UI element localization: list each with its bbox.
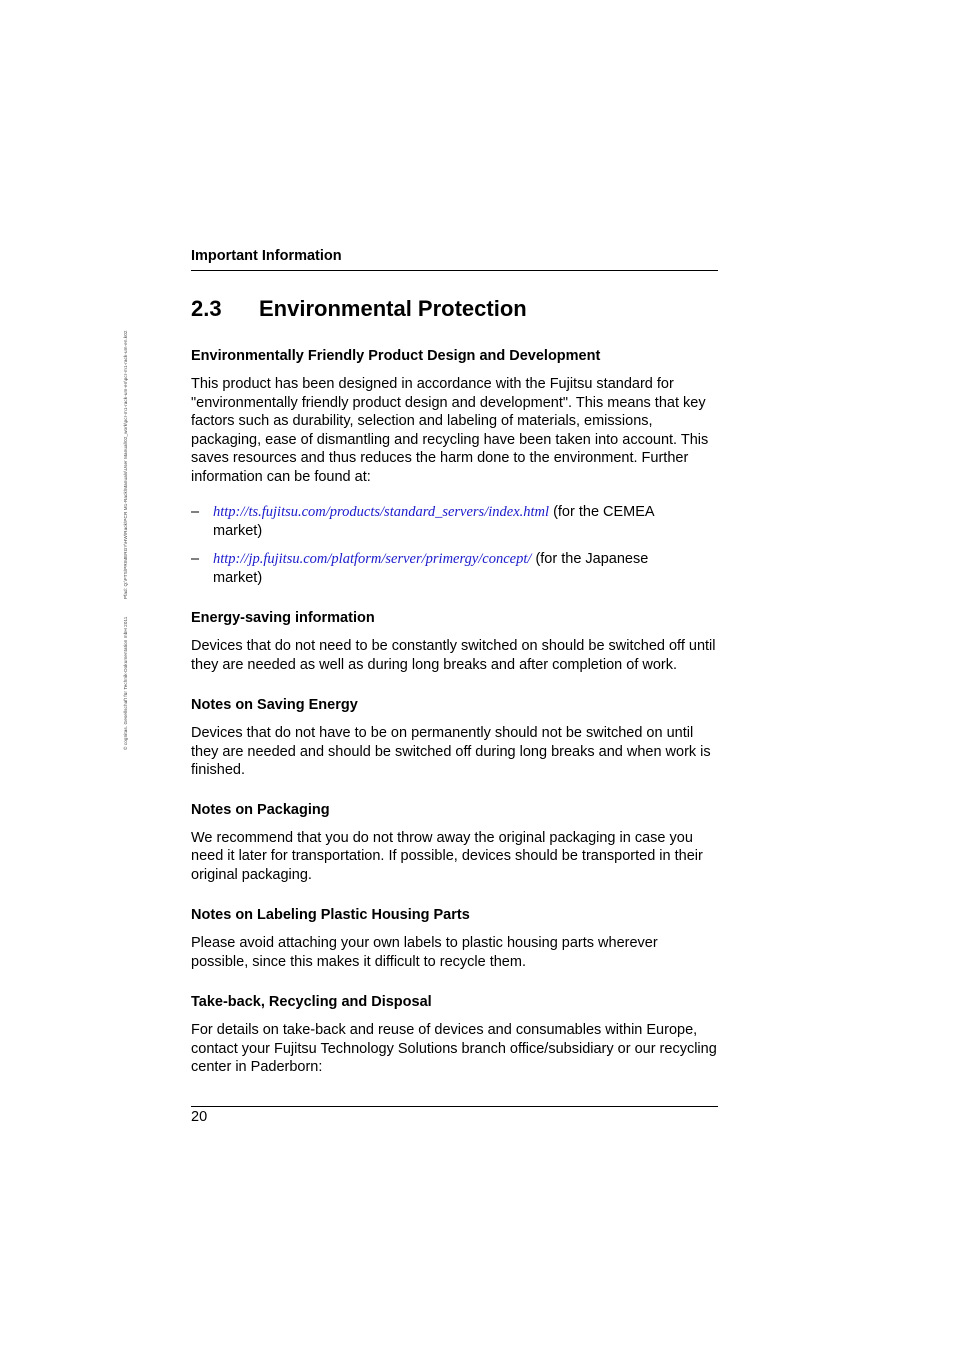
list-item — [191, 550, 721, 587]
footer-rule — [191, 1106, 718, 1107]
list-dash: – — [191, 551, 200, 567]
file-path-note: Pfad: Q:\FTS\PRIMERGY\HW\Rack\PCR M1-Rack\Manuals\User Manual\02_work\pcr-m1-rack-um-en\pcr-m1-rack-um-en.k02 — [123, 330, 128, 600]
list-item-body — [213, 550, 693, 587]
running-header: Important Information — [191, 248, 342, 264]
energy-info-text: Devices that do not need to be constantly switched on should be switched off until they are needed as well as during long breaks and after completion of work. — [191, 638, 716, 673]
list-dash: – — [191, 504, 200, 520]
header-rule — [191, 270, 718, 271]
copyright-note: © cognitas. Gesellschaft für Technik-Dokumentation mbH 2011 — [123, 616, 128, 750]
packaging-heading: Notes on Packaging — [191, 801, 330, 818]
labeling-heading: Notes on Labeling Plastic Housing Parts — [191, 907, 470, 923]
section-heading — [191, 294, 731, 324]
labeling-text: Please avoid attaching your own labels to plastic housing parts wherever possible, since this makes it difficult to recycle them. — [191, 935, 658, 970]
cemea-link[interactable]: http://ts.fujitsu.com/products/standard_servers/index.html — [213, 504, 550, 520]
design-text: This product has been designed in accordance with the Fujitsu standard for "environmentally friendly product design and development". This means that key factors such as durability, selection and labeling of materials, emissions, packaging, ease of dismantling and recycling have been taken into account. This saves resources and thus reduces the harm done to the environment. Further information can be found at: — [191, 376, 709, 485]
saving-energy-heading: Notes on Saving Energy — [191, 697, 358, 713]
page-number: 20 — [191, 1109, 208, 1125]
energy-info-heading: Energy-saving information — [191, 610, 375, 626]
cemea-link-suffix: (for the CEMEA market) — [213, 504, 654, 539]
packaging-text: We recommend that you do not throw away the original packaging in case you need it later for transportation. If possible, devices should be transported in their original packaging. — [191, 829, 703, 883]
japan-link-suffix: (for the Japanese market) — [213, 551, 649, 586]
section-number: 2.3 — [191, 296, 222, 321]
saving-energy-text: Devices that do not have to be on permanently should not be switched on until they are needed and should be switched off during long breaks and when work is finished. — [191, 725, 711, 778]
takeback-heading: Take-back, Recycling and Disposal — [191, 994, 432, 1010]
section-title: Environmental Protection — [259, 296, 527, 321]
list-item-body — [213, 503, 693, 540]
page-content — [191, 294, 731, 1094]
margin-path-note — [123, 230, 128, 750]
takeback-text: For details on take-back and reuse of devices and consumables within Europe, contact your Fujitsu Technology Solutions branch office/subsidiary or our recycling center in Paderborn: — [191, 1022, 717, 1075]
list-item — [191, 503, 721, 540]
design-heading: Environmentally Friendly Product Design and Development — [191, 348, 601, 364]
section-body — [191, 347, 721, 1077]
japan-link[interactable]: http://jp.fujitsu.com/platform/server/primergy/concept/ — [213, 551, 532, 567]
